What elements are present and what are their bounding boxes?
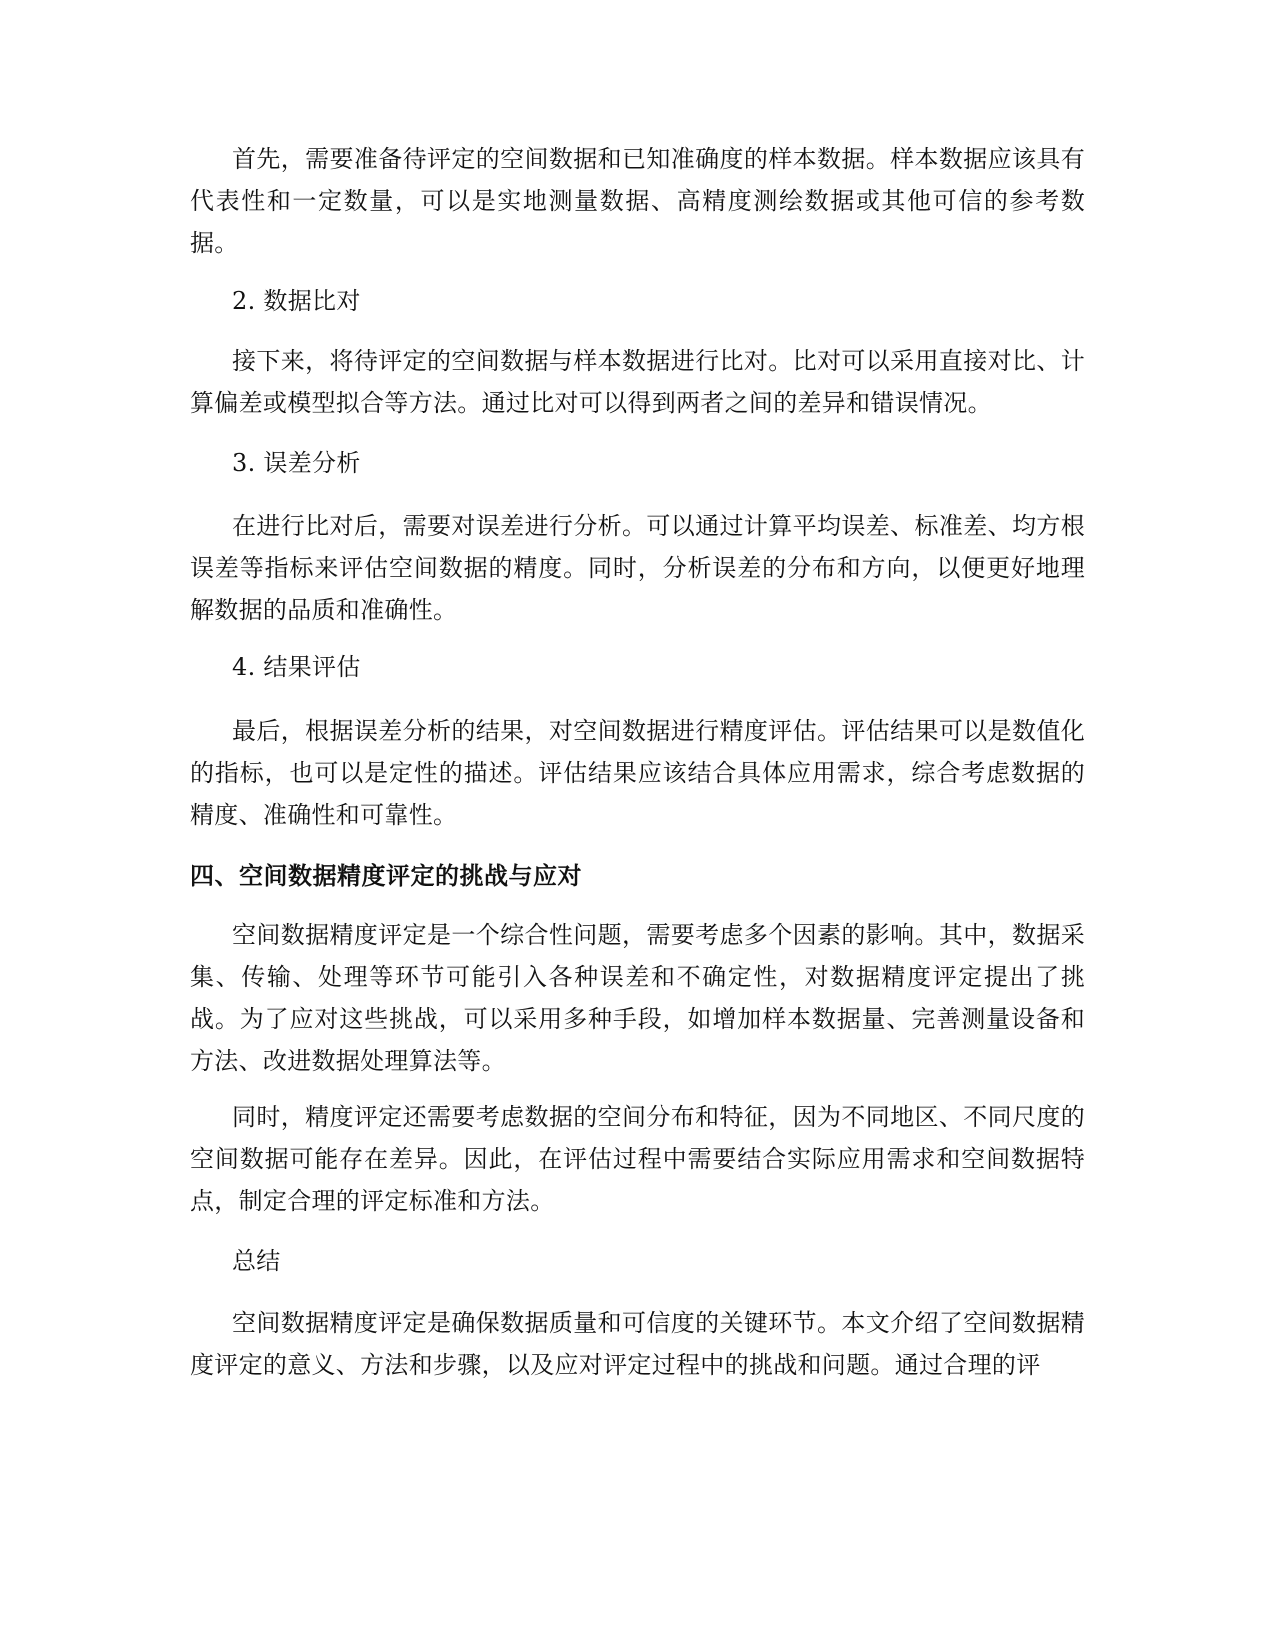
step-heading-data-comparison: 2. 数据比对 [232,287,361,315]
step-heading-error-analysis: 3. 误差分析 [232,449,361,477]
paragraph-result-evaluation: 最后，根据误差分析的结果，对空间数据进行精度评估。评估结果可以是数值化的指标，也可以是定性的描述。评估结果应该结合具体应用需求，综合考虑数据的精度、准确性和可靠性。 [190,717,1085,829]
summary-label: 总结 [232,1247,281,1275]
paragraph-challenges: 空间数据精度评定是一个综合性问题，需要考虑多个因素的影响。其中，数据采集、传输、处理等环节可能引入各种误差和不确定性，对数据精度评定提出了挑战。为了应对这些挑战，可以采用多种手段，如增加样本数据量、完善测量设备和方法、改进数据处理算法等。 [190,921,1085,1075]
paragraph-spatial-distribution: 同时，精度评定还需要考虑数据的空间分布和特征，因为不同地区、不同尺度的空间数据可能存在差异。因此，在评估过程中需要结合实际应用需求和空间数据特点，制定合理的评定标准和方法。 [190,1103,1085,1215]
paragraph-data-comparison: 接下来，将待评定的空间数据与样本数据进行比对。比对可以采用直接对比、计算偏差或模型拟合等方法。通过比对可以得到两者之间的差异和错误情况。 [190,347,1085,417]
paragraph-summary: 空间数据精度评定是确保数据质量和可信度的关键环节。本文介绍了空间数据精度评定的意义、方法和步骤，以及应对评定过程中的挑战和问题。通过合理的评 [190,1309,1085,1379]
step-heading-result-evaluation: 4. 结果评估 [232,653,361,681]
paragraph-error-analysis: 在进行比对后，需要对误差进行分析。可以通过计算平均误差、标准差、均方根误差等指标来评估空间数据的精度。同时，分析误差的分布和方向，以便更好地理解数据的品质和准确性。 [190,512,1085,624]
paragraph-data-preparation: 首先，需要准备待评定的空间数据和已知准确度的样本数据。样本数据应该具有代表性和一定数量，可以是实地测量数据、高精度测绘数据或其他可信的参考数据。 [190,145,1085,257]
section-heading-challenges: 四、空间数据精度评定的挑战与应对 [190,862,582,890]
